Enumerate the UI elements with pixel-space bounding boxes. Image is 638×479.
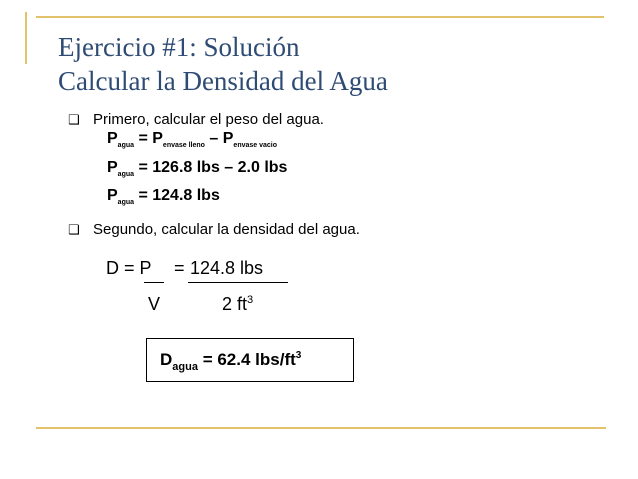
bullet-text-2: Segundo, calcular la densidad del agua. (93, 221, 360, 238)
formula-substitution: $P_{agua} = 126.8$ lbs – 2.0 lbs (107, 159, 288, 178)
density-denominator-v: V (148, 294, 161, 314)
title-line-1: Ejercicio #1: Solución (58, 32, 300, 62)
title-line-2: Calcular la Densidad del Agua (58, 66, 388, 96)
bottom-divider (36, 427, 606, 429)
slide-title (58, 30, 388, 98)
formula-peso-result: $P_{agua} = 124.8$ lbs (107, 187, 220, 206)
bullet-icon: ❑ (68, 223, 80, 238)
fraction-bar-left (144, 282, 164, 283)
bullet-text-1: Primero, calcular el peso del agua. (93, 111, 324, 128)
density-lhs: D = P (106, 258, 152, 278)
fraction-bar-right (188, 282, 288, 283)
formula-peso: $P_{agua} = P_{envase lleno} - P_{envase vacio}$ (107, 130, 278, 149)
left-accent-line (25, 12, 27, 64)
density-denominator-volume: 2 $ft^3$ (222, 294, 254, 314)
top-divider (36, 16, 604, 18)
density-result: $D_{agua} = 62.4$ lbs/$ft^3$ (160, 350, 302, 373)
bullet-icon: ❑ (68, 113, 80, 128)
density-equals: = (174, 258, 185, 278)
density-numerator: 124.8 lbs (190, 258, 264, 278)
